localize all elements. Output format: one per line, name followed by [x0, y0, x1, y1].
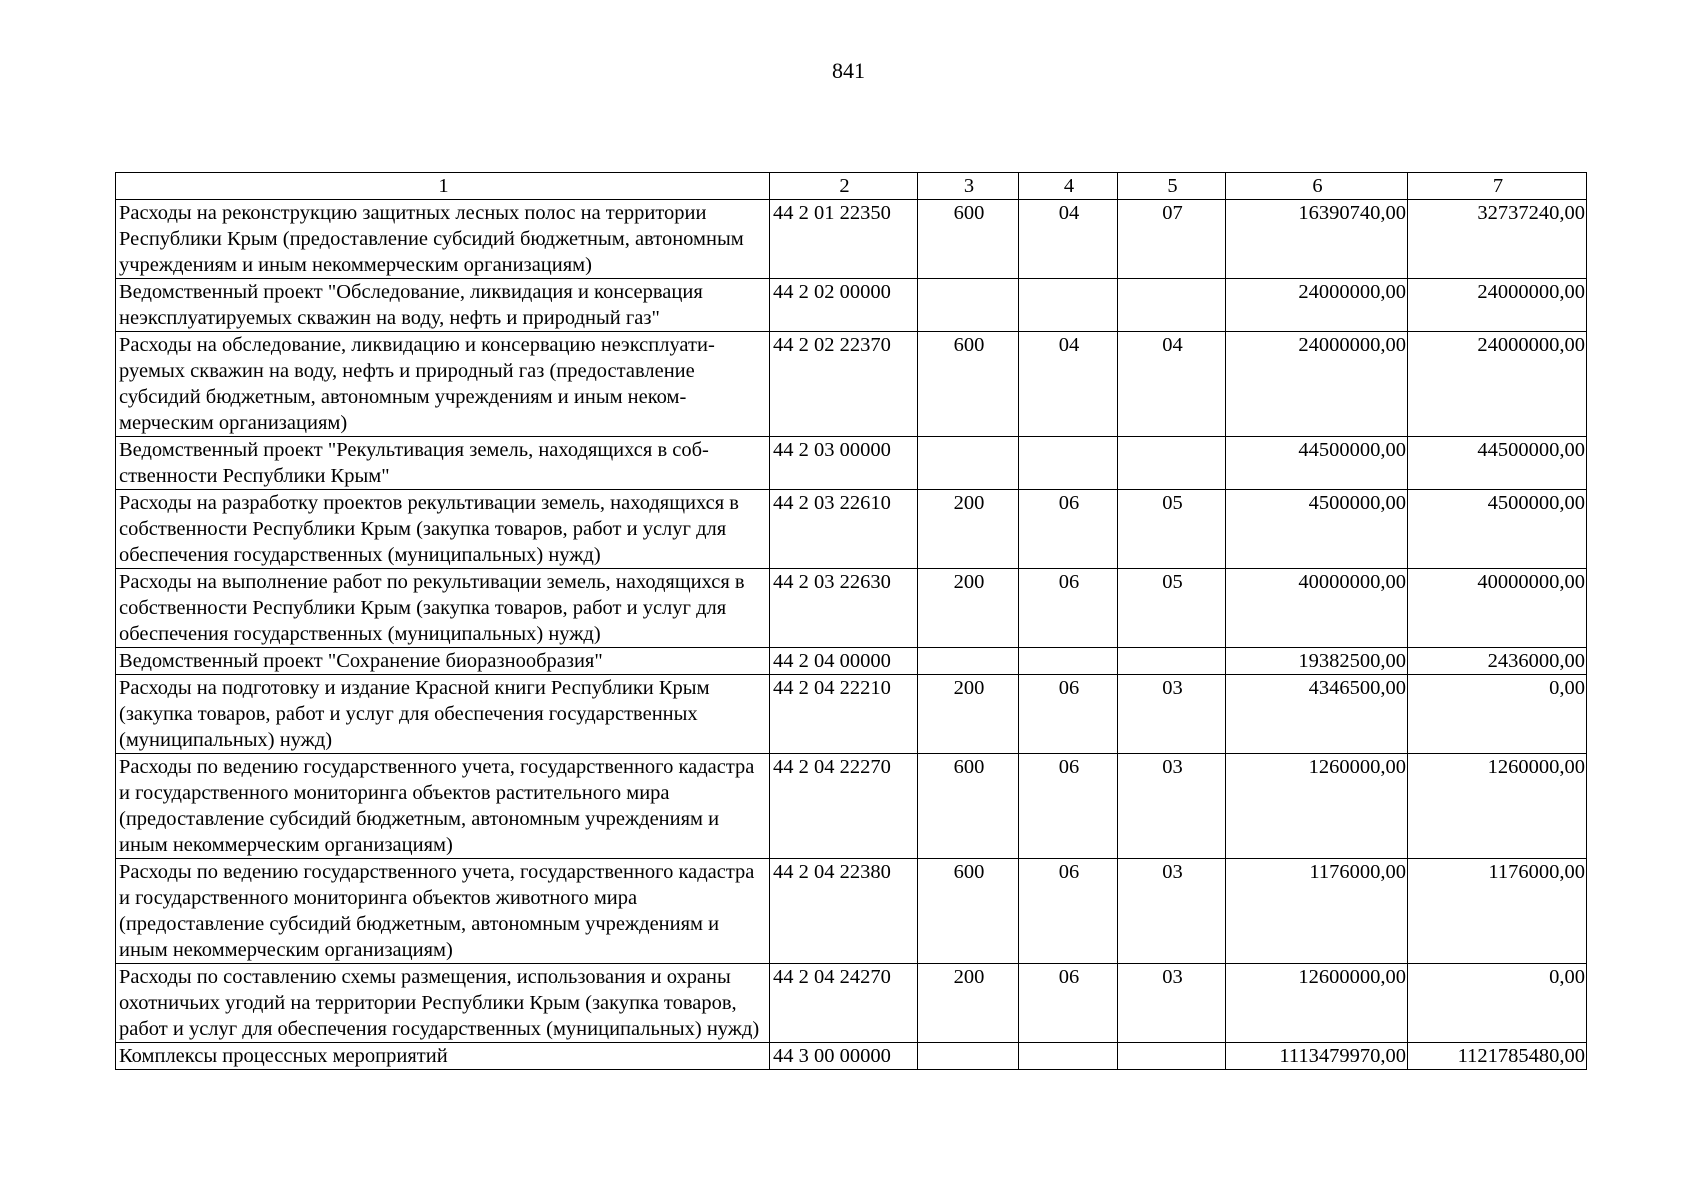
section-cell: 06	[1019, 675, 1118, 754]
program-code-cell: 44 2 03 22610	[770, 490, 918, 569]
section-cell: 06	[1019, 754, 1118, 859]
amount-year-2-cell: 40000000,00	[1408, 569, 1587, 648]
expense-type-cell: 200	[918, 675, 1019, 754]
amount-year-1-cell: 40000000,00	[1226, 569, 1408, 648]
amount-year-2-cell: 1260000,00	[1408, 754, 1587, 859]
expense-type-cell	[918, 279, 1019, 332]
section-cell	[1019, 648, 1118, 675]
section-cell: 06	[1019, 490, 1118, 569]
table-row	[116, 648, 1587, 675]
page-number: 841	[832, 58, 865, 83]
amount-year-1-cell: 4346500,00	[1226, 675, 1408, 754]
table-row	[116, 569, 1587, 648]
amount-year-2-cell: 24000000,00	[1408, 279, 1587, 332]
table-row	[116, 490, 1587, 569]
subsection-cell	[1118, 437, 1226, 490]
expense-name-cell: Расходы на выполнение работ по рекультивации земель, находящихся в собственности Республики Крым (закупка товаров, работ и услуг для обеспечения государственных (муниципальных) нужд)	[116, 569, 770, 648]
expense-type-cell: 600	[918, 859, 1019, 964]
section-cell: 06	[1019, 569, 1118, 648]
program-code-cell: 44 2 02 22370	[770, 332, 918, 437]
table-row	[116, 675, 1587, 754]
section-cell: 06	[1019, 859, 1118, 964]
expense-name-cell: Расходы по составлению схемы размещения, использования и охраны охотничьих угодий на территории Республики Крым (закупка товаров, работ и услуг для обеспечения государственных (муниципальных) нужд)	[116, 964, 770, 1043]
section-cell	[1019, 279, 1118, 332]
subsection-cell: 03	[1118, 754, 1226, 859]
subsection-cell: 03	[1118, 964, 1226, 1043]
amount-year-1-cell: 4500000,00	[1226, 490, 1408, 569]
expense-name-cell: Расходы на разработку проектов рекультивации земель, находящихся в собственности Республики Крым (закупка товаров, работ и услуг для обеспечения государственных (муниципальных) нужд)	[116, 490, 770, 569]
amount-year-1-cell: 16390740,00	[1226, 200, 1408, 279]
subsection-cell	[1118, 648, 1226, 675]
amount-year-1-cell: 44500000,00	[1226, 437, 1408, 490]
subsection-cell: 03	[1118, 675, 1226, 754]
amount-year-2-cell: 32737240,00	[1408, 200, 1587, 279]
subsection-cell	[1118, 1043, 1226, 1070]
column-header: 5	[1118, 173, 1226, 200]
amount-year-1-cell: 24000000,00	[1226, 279, 1408, 332]
table-row	[116, 279, 1587, 332]
program-code-cell: 44 2 01 22350	[770, 200, 918, 279]
subsection-cell: 04	[1118, 332, 1226, 437]
table-row	[116, 859, 1587, 964]
table-row	[116, 754, 1587, 859]
subsection-cell: 03	[1118, 859, 1226, 964]
amount-year-1-cell: 1176000,00	[1226, 859, 1408, 964]
expense-name-cell: Расходы по ведению государственного учета, государственного кадастра и государственного мониторинга объектов животного мира (предоставление субсидий бюджетным, автономным учреждениям и иным некоммерческим организациям)	[116, 859, 770, 964]
program-code-cell: 44 2 04 22270	[770, 754, 918, 859]
expense-name-cell: Комплексы процессных мероприятий	[116, 1043, 770, 1070]
expense-name-cell: Ведомственный проект "Рекультивация земель, находящихся в собственности Республики Крым"	[116, 437, 770, 490]
amount-year-2-cell: 4500000,00	[1408, 490, 1587, 569]
amount-year-1-cell: 24000000,00	[1226, 332, 1408, 437]
expense-name-cell: Расходы на подготовку и издание Красной книги Республики Крым (закупка товаров, работ и услуг для обеспечения государственных (муниципальных) нужд)	[116, 675, 770, 754]
program-code-cell: 44 2 04 00000	[770, 648, 918, 675]
program-code-cell: 44 2 03 22630	[770, 569, 918, 648]
table-row	[116, 1043, 1587, 1070]
expense-name-cell: Расходы на обследование, ликвидацию и консервацию неэксплуатируемых скважин на воду, нефть и природный газ (предоставление субсидий бюджетным, автономным учреждениям и иным некоммерческим организациям)	[116, 332, 770, 437]
table-row	[116, 332, 1587, 437]
expense-name-cell: Расходы на реконструкцию защитных лесных полос на территории Республики Крым (предоставление субсидий бюджетным, автономным учреждениям и иным некоммерческим организациям)	[116, 200, 770, 279]
column-header: 2	[770, 173, 918, 200]
expense-name-cell: Расходы по ведению государственного учета, государственного кадастра и государственного мониторинга объектов растительного мира (предоставление субсидий бюджетным, автономным учреждениям и иным некоммерческим организациям)	[116, 754, 770, 859]
amount-year-1-cell: 1113479970,00	[1226, 1043, 1408, 1070]
budget-table	[115, 172, 1587, 1070]
column-header: 1	[116, 173, 770, 200]
section-cell	[1019, 1043, 1118, 1070]
expense-type-cell: 600	[918, 754, 1019, 859]
amount-year-2-cell: 1121785480,00	[1408, 1043, 1587, 1070]
expense-type-cell	[918, 1043, 1019, 1070]
subsection-cell: 07	[1118, 200, 1226, 279]
header-row	[116, 173, 1587, 200]
column-header: 3	[918, 173, 1019, 200]
column-header: 7	[1408, 173, 1587, 200]
amount-year-2-cell: 2436000,00	[1408, 648, 1587, 675]
program-code-cell: 44 2 03 00000	[770, 437, 918, 490]
amount-year-2-cell: 0,00	[1408, 964, 1587, 1043]
expense-type-cell: 600	[918, 200, 1019, 279]
section-cell: 04	[1019, 200, 1118, 279]
program-code-cell: 44 2 04 22210	[770, 675, 918, 754]
amount-year-1-cell: 12600000,00	[1226, 964, 1408, 1043]
section-cell: 04	[1019, 332, 1118, 437]
program-code-cell: 44 2 04 24270	[770, 964, 918, 1043]
amount-year-1-cell: 1260000,00	[1226, 754, 1408, 859]
expense-name-cell: Ведомственный проект "Обследование, ликвидация и консервация неэксплуатируемых скважин на воду, нефть и природный газ"	[116, 279, 770, 332]
table-row	[116, 964, 1587, 1043]
section-cell	[1019, 437, 1118, 490]
amount-year-1-cell: 19382500,00	[1226, 648, 1408, 675]
subsection-cell: 05	[1118, 490, 1226, 569]
table-row	[116, 437, 1587, 490]
expense-type-cell: 600	[918, 332, 1019, 437]
program-code-cell: 44 3 00 00000	[770, 1043, 918, 1070]
expense-name-cell: Ведомственный проект "Сохранение биоразнообразия"	[116, 648, 770, 675]
program-code-cell: 44 2 02 00000	[770, 279, 918, 332]
subsection-cell: 05	[1118, 569, 1226, 648]
subsection-cell	[1118, 279, 1226, 332]
section-cell: 06	[1019, 964, 1118, 1043]
table-row	[116, 200, 1587, 279]
expense-type-cell: 200	[918, 964, 1019, 1043]
column-header: 4	[1019, 173, 1118, 200]
amount-year-2-cell: 44500000,00	[1408, 437, 1587, 490]
amount-year-2-cell: 1176000,00	[1408, 859, 1587, 964]
program-code-cell: 44 2 04 22380	[770, 859, 918, 964]
expense-type-cell	[918, 648, 1019, 675]
amount-year-2-cell: 0,00	[1408, 675, 1587, 754]
amount-year-2-cell: 24000000,00	[1408, 332, 1587, 437]
expense-type-cell	[918, 437, 1019, 490]
column-header: 6	[1226, 173, 1408, 200]
expense-type-cell: 200	[918, 490, 1019, 569]
expense-type-cell: 200	[918, 569, 1019, 648]
